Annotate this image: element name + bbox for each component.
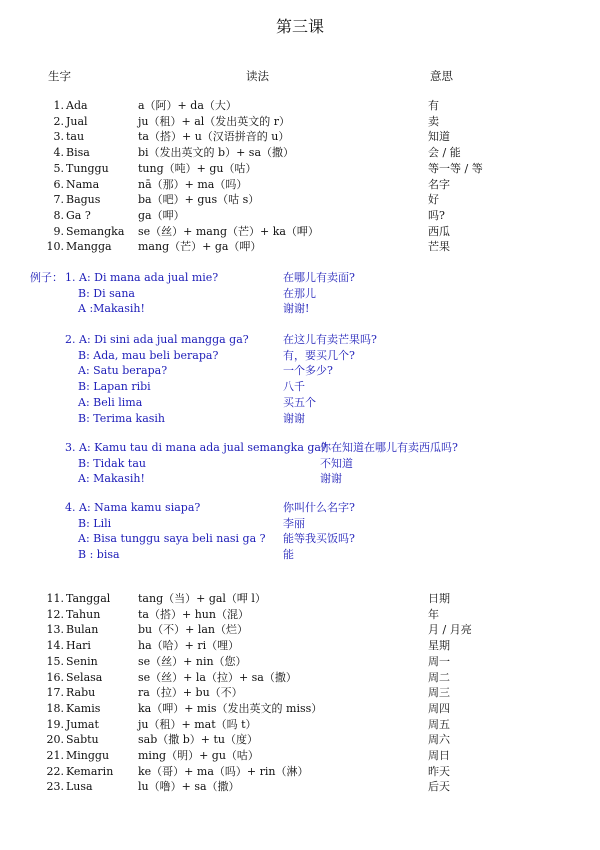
- vocab-pron: lu（噜）+ sa（撒）: [138, 780, 240, 794]
- example-text: A: Nama kamu siapa?: [79, 501, 201, 514]
- vocab-num: 2.: [53, 114, 64, 128]
- example-text: A: Beli lima: [78, 395, 143, 409]
- example-chinese: 有，要买几个?: [283, 348, 355, 362]
- vocab-word: Minggu: [66, 749, 110, 762]
- vocab-num: 19.: [46, 717, 64, 731]
- vocab-word: Tunggu: [66, 161, 109, 175]
- example-text: B : bisa: [78, 548, 120, 562]
- vocab-word: Senin: [66, 654, 98, 668]
- vocab-meaning: 西瓜: [428, 224, 450, 238]
- vocab-word: Kamis: [66, 701, 101, 715]
- vocab-meaning: 芒果: [428, 240, 450, 254]
- vocab-row: [0, 129, 600, 145]
- vocab-row: [0, 145, 600, 161]
- example-indonesian: [65, 500, 200, 516]
- vocab-word: Sabtu: [66, 733, 99, 747]
- vocab-num: 15.: [46, 654, 64, 668]
- example-chinese: 谢谢!: [283, 302, 310, 316]
- vocab-meaning: 名字: [428, 177, 450, 191]
- example-chinese: 在哪儿有卖面?: [283, 271, 355, 284]
- vocab-word: Mangga: [66, 240, 112, 254]
- vocab-row: [0, 208, 600, 224]
- vocab-word: Ga ?: [66, 208, 91, 222]
- page-title: 第三课: [275, 17, 324, 36]
- example-text: B: Di sana: [78, 286, 135, 300]
- vocab-row: [0, 177, 600, 193]
- vocab-meaning: 年: [428, 607, 439, 621]
- example-text: A: Makasih!: [78, 472, 145, 486]
- vocab-meaning: 有: [428, 99, 439, 112]
- vocab-row: [0, 779, 600, 795]
- vocab-num: 13.: [46, 623, 64, 637]
- vocab-meaning: 吗?: [428, 208, 445, 222]
- vocab-meaning: 等一等 / 等: [428, 161, 483, 175]
- vocab-row: [0, 717, 600, 733]
- example-text: A :Makasih!: [78, 302, 145, 316]
- example-chinese: 你在知道在哪儿有卖西瓜吗?: [320, 441, 458, 454]
- example-indonesian: [78, 411, 165, 427]
- example-indonesian: [78, 301, 145, 317]
- header-meaning: 意思: [430, 69, 453, 83]
- vocab-word: Tahun: [66, 607, 101, 621]
- vocab-pron: se（丝）+ la（拉）+ sa（撒）: [138, 670, 297, 684]
- vocab-pron: nā（那）+ ma（吗）: [138, 177, 248, 191]
- vocab-pron: a（阿）+ da（大）: [138, 99, 237, 112]
- example-indonesian: [78, 456, 146, 472]
- vocab-num: 6.: [53, 177, 64, 191]
- example-chinese: 你叫什么名字?: [283, 501, 355, 514]
- vocab-row: [0, 701, 600, 717]
- header-word: 生字: [48, 69, 71, 83]
- vocab-word: Selasa: [66, 670, 103, 684]
- vocab-num: 3.: [53, 130, 64, 144]
- vocab-num: 16.: [46, 670, 64, 684]
- vocab-pron: ra（拉）+ bu（不）: [138, 686, 243, 700]
- example-chinese: 谢谢: [283, 411, 305, 425]
- example-indonesian: [78, 348, 218, 364]
- example-chinese: 买五个: [283, 395, 316, 409]
- vocab-meaning: 星期: [428, 639, 450, 653]
- vocab-word: Bagus: [66, 193, 101, 207]
- vocab-pron: tang（当）+ gal（呷 l）: [138, 592, 266, 605]
- vocab-row: [0, 748, 600, 764]
- example-text: B: Lapan ribi: [78, 380, 151, 394]
- vocab-pron: bi（发出英文的 b）+ sa（撒）: [138, 146, 295, 160]
- example-text: B: Ada, mau beli berapa?: [78, 348, 219, 362]
- vocab-pron: ke（哥）+ ma（吗）+ rin（淋）: [138, 764, 309, 778]
- vocab-num: 8.: [53, 208, 64, 222]
- vocab-row: [0, 685, 600, 701]
- vocab-meaning: 周六: [428, 733, 450, 747]
- vocab-pron: ju（租）+ mat（吗 t）: [138, 717, 257, 731]
- vocab-word: Tanggal: [66, 592, 111, 605]
- vocab-num: 21.: [46, 749, 64, 762]
- example-indonesian: [78, 516, 111, 532]
- vocab-pron: ta（搭）+ u（汉语拼音的 u）: [138, 130, 290, 144]
- vocab-num: 1.: [53, 99, 64, 112]
- vocab-meaning: 会 / 能: [428, 146, 461, 160]
- vocab-word: Rabu: [66, 686, 96, 700]
- vocab-num: 10.: [46, 240, 64, 254]
- example-chinese: 一个多少?: [283, 364, 333, 378]
- vocab-row: [0, 764, 600, 780]
- example-indonesian: [65, 270, 218, 286]
- vocab-num: 18.: [46, 701, 64, 715]
- example-indonesian: [78, 531, 266, 547]
- example-text: B: Tidak tau: [78, 456, 146, 470]
- vocab-meaning: 月 / 月亮: [428, 623, 472, 637]
- vocab-num: 22.: [46, 764, 64, 778]
- example-chinese: 谢谢: [320, 472, 342, 486]
- vocab-row: [0, 670, 600, 686]
- vocab-word: Nama: [66, 177, 100, 191]
- vocab-meaning: 后天: [428, 780, 450, 794]
- example-text: B: Lili: [78, 516, 112, 530]
- vocab-meaning: 卖: [428, 114, 439, 128]
- example-text: A: Di sini ada jual mangga ga?: [79, 333, 249, 346]
- vocab-row: [0, 638, 600, 654]
- example-text: A: Bisa tunggu saya beli nasi ga ?: [78, 532, 266, 546]
- example-chinese: 不知道: [320, 456, 353, 470]
- vocab-meaning: 周日: [428, 749, 450, 762]
- vocab-num: 11.: [46, 592, 64, 605]
- example-indonesian: [78, 395, 142, 411]
- example-chinese: 八千: [283, 380, 305, 394]
- vocab-word: tau: [66, 130, 85, 144]
- vocab-pron: ha（哈）+ ri（哩）: [138, 639, 240, 653]
- vocab-pron: tung（吨）+ gu（咕）: [138, 161, 257, 175]
- header-pronunciation: 读法: [246, 69, 269, 83]
- vocab-word: Bulan: [66, 623, 99, 637]
- vocab-word: Bisa: [66, 146, 90, 160]
- vocab-num: 9.: [53, 224, 64, 238]
- vocab-num: 5.: [53, 161, 64, 175]
- vocab-row: [0, 607, 600, 623]
- example-indonesian: [78, 363, 167, 379]
- vocab-row: [0, 98, 600, 114]
- vocab-row: [0, 591, 600, 607]
- vocab-meaning: 昨天: [428, 764, 450, 778]
- vocab-row: [0, 239, 600, 255]
- example-number: 1.: [65, 271, 79, 284]
- example-indonesian: [65, 332, 249, 348]
- vocab-num: 14.: [46, 639, 64, 653]
- vocab-meaning: 周一: [428, 654, 450, 668]
- vocab-row: [0, 224, 600, 240]
- vocab-pron: ju（租）+ al（发出英文的 r）: [138, 114, 291, 128]
- example-number: 2.: [65, 333, 79, 346]
- vocab-row: [0, 732, 600, 748]
- vocab-pron: sab（撒 b）+ tu（度）: [138, 733, 259, 747]
- vocab-num: 23.: [46, 780, 64, 794]
- vocab-word: Semangka: [66, 224, 125, 238]
- example-indonesian: [78, 547, 120, 563]
- example-indonesian: [78, 471, 145, 487]
- vocab-meaning: 日期: [428, 592, 450, 605]
- vocab-word: Kemarin: [66, 764, 114, 778]
- vocab-pron: se（丝）+ mang（芒）+ ka（呷）: [138, 224, 319, 238]
- vocab-num: 20.: [46, 733, 64, 747]
- vocab-num: 17.: [46, 686, 64, 700]
- vocab-num: 4.: [53, 146, 64, 160]
- vocab-row: [0, 654, 600, 670]
- vocab-meaning: 周四: [428, 701, 450, 715]
- vocab-num: 7.: [53, 193, 64, 207]
- example-indonesian: [78, 379, 151, 395]
- vocab-num: 12.: [46, 607, 64, 621]
- example-chinese: 在这儿有卖芒果吗?: [283, 333, 377, 346]
- example-chinese: 能: [283, 548, 294, 562]
- vocab-meaning: 好: [428, 193, 439, 207]
- vocab-pron: ka（呷）+ mis（发出英文的 miss）: [138, 701, 323, 715]
- vocab-word: Lusa: [66, 780, 93, 794]
- vocab-meaning: 周五: [428, 717, 450, 731]
- vocab-meaning: 周二: [428, 670, 450, 684]
- vocab-row: [0, 622, 600, 638]
- vocab-meaning: 周三: [428, 686, 450, 700]
- vocab-row: [0, 192, 600, 208]
- example-text: A: Kamu tau di mana ada jual semangka ga?: [79, 441, 327, 454]
- example-chinese: 李丽: [283, 516, 305, 530]
- example-chinese: 能等我买饭吗?: [283, 532, 355, 546]
- vocab-pron: ga（呷）: [138, 208, 185, 222]
- vocab-pron: ta（搭）+ hun（混）: [138, 607, 249, 621]
- example-chinese: 在那儿: [283, 286, 316, 300]
- vocab-pron: ba（吧）+ gus（咕 s）: [138, 193, 260, 207]
- example-indonesian: [65, 440, 327, 456]
- example-number: 4.: [65, 501, 79, 514]
- vocab-pron: bu（不）+ lan（烂）: [138, 623, 248, 637]
- example-indonesian: [78, 286, 135, 302]
- vocab-word: Hari: [66, 639, 91, 653]
- vocab-row: [0, 114, 600, 130]
- example-text: A: Di mana ada jual mie?: [79, 271, 219, 284]
- vocab-word: Jual: [66, 114, 88, 128]
- vocab-word: Jumat: [66, 717, 99, 731]
- example-number: 3.: [65, 441, 79, 454]
- vocab-pron: ming（明）+ gu（咕）: [138, 749, 259, 762]
- vocab-pron: se（丝）+ nin（您）: [138, 654, 247, 668]
- vocab-meaning: 知道: [428, 130, 450, 144]
- vocab-word: Ada: [66, 99, 88, 112]
- vocab-pron: mang（芒）+ ga（呷）: [138, 240, 262, 254]
- example-text: A: Satu berapa?: [78, 364, 168, 378]
- example-text: B: Terima kasih: [78, 411, 166, 425]
- examples-label: 例子：: [30, 271, 63, 284]
- vocab-row: [0, 161, 600, 177]
